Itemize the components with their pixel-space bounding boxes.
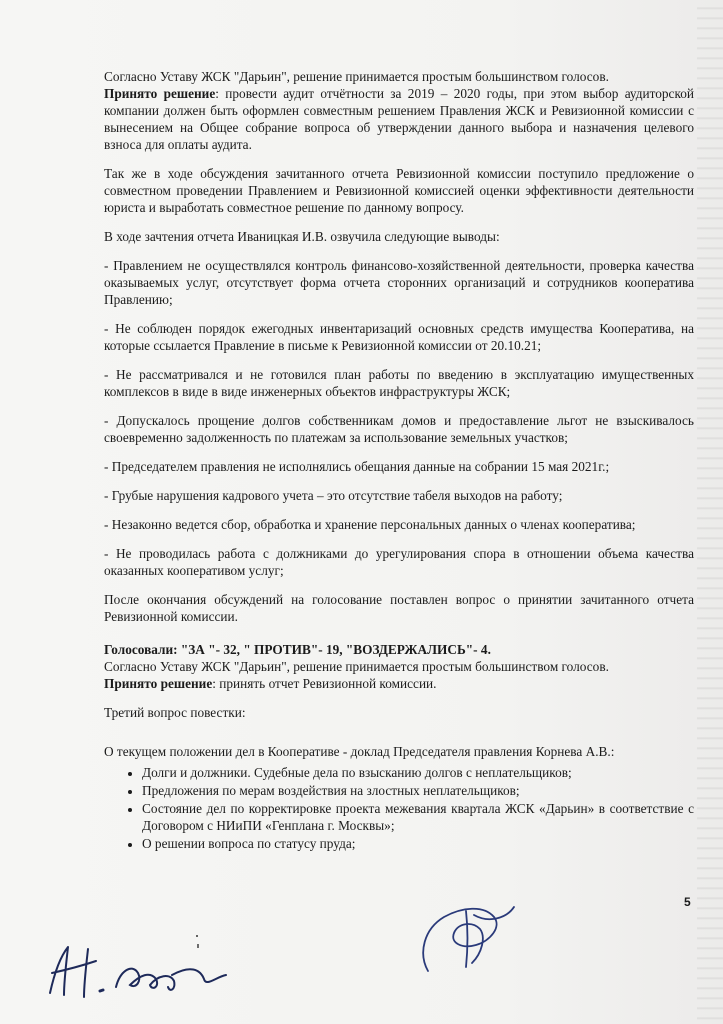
finding-item: - Правлением не осуществлялся контроль финансово-хозяйственной деятельности, проверка качества оказываемых услуг, отсутствует форма отчета сторонних организаций и сотрудников кооператива Правлению; <box>104 258 694 307</box>
decision-text: : провести аудит отчётности за 2019 – 2020 годы, при этом выбор аудиторской компании должен быть оформлен совместным решением Правления ЖСК и Ревизионной комиссии с вынесением на Общее собрание вопроса об утверждении данного выбора и назначения целевого взноса для оплаты аудита. <box>104 86 695 152</box>
paragraph-charter-note-2: Согласно Уставу ЖСК "Дарьин", решение принимается простым большинством голосов. <box>104 659 609 674</box>
finding-item: - Председателем правления не исполнялись обещания данные на собрании 15 мая 2021г.; <box>104 459 610 474</box>
finding-item: - Не соблюден порядок ежегодных инвентаризаций основных средств имущества Кооператива, на которые ссылается Правление в письме к Ревизионной комиссии от 20.10.21; <box>104 321 694 353</box>
finding-item: - Незаконно ведется сбор, обработка и хранение персональных данных о членах кооператива; <box>104 517 636 532</box>
list-item: • Долги и должники. Судебные дела по взысканию долгов с неплательщиков; <box>142 764 694 781</box>
list-item: • О решении вопроса по статусу пруда; <box>142 835 694 852</box>
paragraph-decision-accept <box>104 675 694 692</box>
finding-item: - Грубые нарушения кадрового учета – это отсутствие табеля выходов на работу; <box>104 488 563 503</box>
finding-item: - Не рассматривался и не готовился план работы по введению в эксплуатацию имущественных комплексов в виде в виде инженерных объектов инфраструктуры ЖСК; <box>104 367 694 399</box>
paragraph-charter-note-1: Согласно Уставу ЖСК "Дарьин", решение принимается простым большинством голосов. <box>104 69 609 84</box>
report-topics-list <box>104 764 694 852</box>
handwritten-signature-center <box>410 893 530 983</box>
paragraph-report-intro: В ходе зачтения отчета Иваницкая И.В. озвучила следующие выводы: <box>104 229 500 244</box>
decision-label: Принято решение <box>104 86 216 101</box>
list-item: • Состояние дел по корректировке проекта межевания квартала ЖСК «Дарьин» в соответствие с Договором с НИиПИ «Генплана г. Москвы»; <box>142 800 694 834</box>
finding-item: - Не проводилась работа с должниками до урегулирования спора в отношении объема качества оказанных кооперативом услуг; <box>104 546 694 578</box>
handwritten-signature-left <box>40 935 240 1005</box>
decision-text: : принять отчет Ревизионной комиссии. <box>212 676 437 691</box>
document-body <box>104 68 694 853</box>
list-item: • Предложения по мерам воздействия на злостных неплательщиков; <box>142 782 694 799</box>
finding-item: - Допускалось прощение долгов собственникам домов и предоставление льгот не взыскивалось своевременно задолженность по платежам за использование земельных участков; <box>104 413 694 445</box>
paragraph-chairman-report: О текущем положении дел в Кооперативе - доклад Председателя правления Корнева А.В.: <box>104 744 615 759</box>
vote-result: Голосовали: "ЗА "- 32, " ПРОТИВ"- 19, "ВОЗДЕРЖАЛИСЬ"- 4. <box>104 642 491 657</box>
decision-label: Принято решение <box>104 676 213 691</box>
paragraph-decision-audit <box>104 85 694 153</box>
scan-speck <box>190 930 210 950</box>
paragraph-vote-question: После окончания обсуждений на голосование поставлен вопрос о принятии зачитанного отчета Ревизионной комиссии. <box>104 592 694 624</box>
paragraph-lawyer-proposal: Так же в ходе обсуждения зачитанного отчета Ревизионной комиссии поступило предложение о совместном проведении Правлением и Ревизионной комиссией оценки эффективности деятельности юриста и выработать совместное решение по данному вопросу. <box>104 166 694 215</box>
page-number: 5 <box>684 895 691 909</box>
paragraph-third-question: Третий вопрос повестки: <box>104 705 246 720</box>
scan-edge-noise <box>697 0 723 1024</box>
